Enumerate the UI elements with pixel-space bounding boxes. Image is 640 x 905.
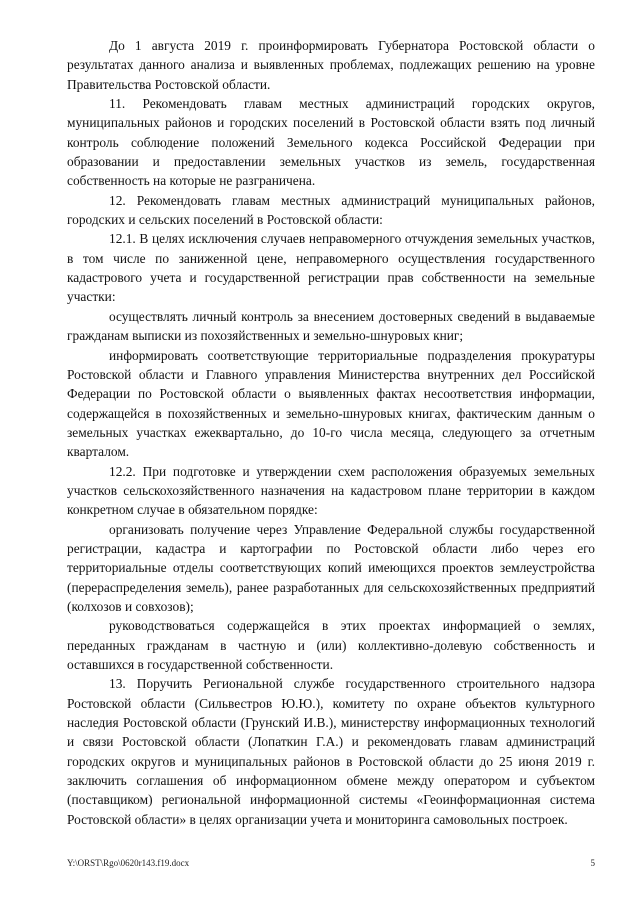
paragraph-personal-control: осуществлять личный контроль за внесением достоверных сведений в выдаваемые гражданам выписки из похозяйственных и земельно-шнуровых книг;: [67, 308, 595, 344]
paragraph-obtain-copies: организовать получение через Управление Федеральной службы государственной регистрации, кадастра и картографии по Ростовской области либо через его территориальные отделы соответствующих копий имеющихся проектов землеустройства (перераспределения земель), ранее разработанных для сельскохозяйственных предприятий (колхозов и совхозов);: [67, 521, 595, 614]
paragraph-follow-projects: руководствоваться содержащейся в этих проектах информацией о землях, переданных гражданам в частную и (или) коллективно-долевую собственность и оставшихся в государственной собственности.: [67, 618, 595, 672]
document-body: [67, 36, 595, 829]
paragraph-item-11: 11. Рекомендовать главам местных администраций городских округов, муниципальных районов и городских поселений в Ростовской области взять под личный контроль соблюдение положений Земельного кодекса Российской Федерации при образовании и предоставлении земельных участков из земель, государственная собственность на которые не разграничена.: [67, 96, 595, 189]
paragraph-item-12-1: 12.1. В целях исключения случаев неправомерного отчуждения земельных участков, в том числе по заниженной цене, неправомерного осуществления государственного кадастрового учета и государственной регистрации прав собственности на земельные участки:: [67, 231, 595, 305]
paragraph-item-12: 12. Рекомендовать главам местных администраций муниципальных районов, городских и сельских поселений в Ростовской области:: [67, 192, 595, 228]
paragraph-item-12-2: 12.2. При подготовке и утверждении схем расположения образуемых земельных участков сельскохозяйственного назначения на кадастровом плане территории в каждом конкретном случае в обязательном порядке:: [67, 463, 595, 518]
file-path: Y:\ORST\Rgo\0620r143.f19.docx: [67, 858, 190, 868]
paragraph-item-13: 13. Поручить Региональной службе государственного строительного надзора Ростовской области (Сильвестров Ю.Ю.), комитету по охране объектов культурного наследия Ростовской области (Грунский И.В.), министерству информационных технологий и связи Ростовской области (Лопаткин Г.А.) и рекомендовать главам администраций городских округов и муниципальных районов в Ростовской области до 25 июня 2019 г. заключить соглашения об информационном обмене между оператором и субъектом (поставщиком) региональной информационной системы «Геоинформационная система Ростовской области» в целях организации учета и мониторинга самовольных построек.: [67, 676, 595, 827]
page-number: 5: [590, 858, 595, 868]
paragraph-inform-prosecutors: информировать соответствующие территориальные подразделения прокуратуры Ростовской области и Главного управления Министерства внутренних дел Российской Федерации по Ростовской области о выявленных фактах несоответствия информации, содержащейся в похозяйственных и земельно-шнуровых книгах, фактическим данным о земельных участках ежеквартально, до 10-го числа месяца, следующего за отчетным кварталом.: [67, 347, 595, 460]
paragraph-report-deadline: До 1 августа 2019 г. проинформировать Губернатора Ростовской области о результатах данного анализа и выявленных проблемах, подлежащих решению на уровне Правительства Ростовской области.: [67, 38, 595, 92]
page-footer: [67, 856, 595, 870]
